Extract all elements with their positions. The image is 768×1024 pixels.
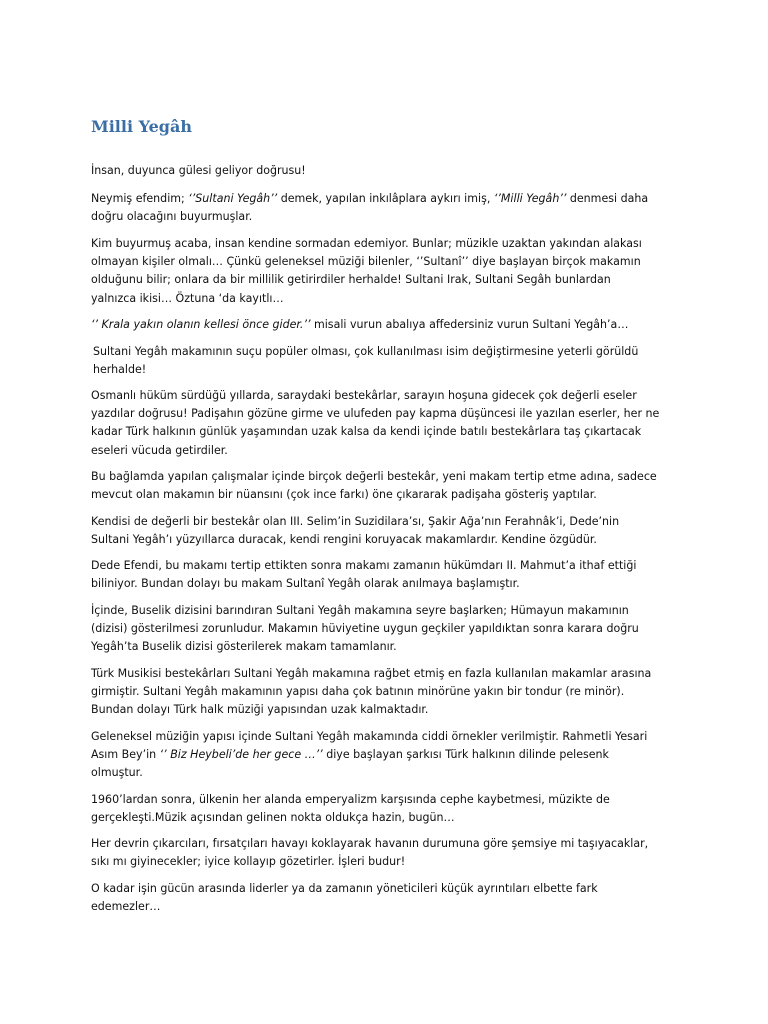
paragraph-line: olmayan kişiler olmalı… Çünkü geleneksel müziği bilenler, ‘’Sultanî’’ diye başlayan birçok makamın <box>91 255 641 269</box>
paragraph-9 <box>91 557 691 593</box>
text-run: Neymiş efendim; <box>91 192 189 205</box>
paragraph-line: Yegâh’ta Buselik dizisi gösterilerek makam tamamlanır. <box>91 640 397 654</box>
paragraph-line: Kim buyurmuş acaba, insan kendine sormadan edemiyor. Bunlar; müzikle uzaktan yakından alakası <box>91 237 642 250</box>
text-run: demek, yapılan inkılâplara aykırı imiş, <box>277 192 494 205</box>
paragraph-line: (dizisi) gösterilmesi zorunludur. Makamın hüviyetine uygun geçkiler yapıldıktan sonra karara doğru <box>91 622 639 636</box>
paragraph-7 <box>91 468 691 504</box>
paragraph-line: mevcut olan makamın bir nüansını (çok ince farkı) öne çıkararak padişaha gösteriş yaptılar. <box>91 488 597 502</box>
paragraph-line: olmuştur. <box>91 766 143 780</box>
paragraph-line: Bundan dolayı Türk halk müziği yapısından uzak kalmaktadır. <box>91 703 429 717</box>
italic-quote: ‘’Milli Yegâh’’ <box>493 192 567 205</box>
paragraph-line: olduğunu bilir; onlara da bir millilik getirirdiler herhalde! Sultani Irak, Sultani Segâh bunlardan <box>91 273 611 287</box>
paragraph-line: Her devrin çıkarcıları, fırsatçıları havayı koklayarak havanın durumuna göre şemsiye mi taşıyacaklar, <box>91 837 649 850</box>
italic-quote: ‘’ Krala yakın olanın kellesi önce gider.’’ <box>91 318 311 331</box>
paragraph-line: Sultani Yegâh makamının suçu popüler olması, çok kullanılması isim değiştirmesine yeterli görüldü <box>93 345 639 358</box>
paragraph-3 <box>91 235 691 308</box>
paragraph-line: edemezler… <box>91 900 161 914</box>
paragraph-line: Kendisi de değerli bir bestekâr olan III. Selim’in Suzidilara’sı, Şakir Ağa’nın Ferahnâk’i, Dede’nin <box>91 515 620 528</box>
paragraph-line: İnsan, duyunca gülesi geliyor doğrusu! <box>91 164 306 177</box>
paragraph-line: Türk Musikisi bestekârları Sultani Yegâh makamına rağbet etmiş en fazla kullanılan makamlar arasına <box>91 667 652 680</box>
document-title: Milli Yegâh <box>91 117 192 136</box>
paragraph-10 <box>91 602 691 657</box>
paragraph-line: eseleri vücuda getirdiler. <box>91 443 228 457</box>
text-run: Asım Bey’in <box>91 748 160 762</box>
paragraph-line: Dede Efendi, bu makamı tertip ettikten sonra makamı zamanın hükümdarı II. Mahmut’a ithaf ettiği <box>91 559 637 572</box>
paragraph-line: Osmanlı hüküm sürdüğü yıllarda, saraydaki bestekârlar, sarayın hoşuna gidecek çok değerli eseler <box>91 389 637 402</box>
paragraph-line: Geleneksel müziğin yapısı içinde Sultani Yegâh makamında ciddi örnekler verilmiştir. Rahmetli Yesari <box>91 730 648 743</box>
paragraph-12 <box>91 728 691 783</box>
paragraph-14 <box>91 835 691 871</box>
paragraph-line: girmiştir. Sultani Yegâh makamının yapısı daha çok batının minörüne yakın bir tondur (re minör). <box>91 685 625 699</box>
paragraph-line <box>91 316 691 334</box>
paragraph-line: biliniyor. Bundan dolayı bu makam Sultanî Yegâh olarak anılmaya başlamıştır. <box>91 577 520 591</box>
paragraph-line: Sultani Yegâh’ı yüzyıllarca duracak, kendi rengini koruyacak makamlardır. Kendine özgüdür. <box>91 533 597 547</box>
paragraph-line: sıkı mı giyinecekler; iyice kollayıp gözetirler. İşleri budur! <box>91 855 406 869</box>
paragraph-6 <box>91 387 691 460</box>
paragraph-line <box>91 746 691 764</box>
paragraph-line: kadar Türk halkının günlük yaşamından uzak kalsa da kendi içinde batılı bestekârlara taş çıkartacak <box>91 425 642 439</box>
paragraph-15 <box>91 880 691 916</box>
paragraph-1 <box>91 162 691 180</box>
paragraph-line: doğru olacağını buyurmuşlar. <box>91 210 253 224</box>
paragraph-line: gerçekleşti.Müzik açısından gelinen nokta oldukça hazin, bugün… <box>91 811 455 825</box>
paragraph-13 <box>91 791 691 827</box>
text-run: denmesi daha <box>566 192 649 205</box>
italic-quote: ‘’Sultani Yegâh’’ <box>188 192 278 205</box>
paragraph-line: herhalde! <box>93 363 147 377</box>
text-run: diye başlayan şarkısı Türk halkının dilinde pelesenk <box>322 748 609 762</box>
paragraph-8 <box>91 513 691 549</box>
paragraph-line <box>91 190 691 208</box>
paragraph-line: yalnızca ikisi… Öztuna ‘da kayıtlı… <box>91 291 284 305</box>
paragraph-2 <box>91 190 691 226</box>
paragraph-line: 1960’lardan sonra, ülkenin her alanda emperyalizm karşısında cephe kaybetmesi, müzikte de <box>91 793 610 806</box>
paragraph-line: O kadar işin gücün arasında liderler ya da zamanın yöneticileri küçük ayrıntıları elbette fark <box>91 882 598 895</box>
paragraph-4 <box>91 316 691 334</box>
text-run: misali vurun abalıya affedersiniz vurun Sultani Yegâh’a… <box>310 318 629 331</box>
paragraph-line: Bu bağlamda yapılan çalışmalar içinde birçok değerli bestekâr, yeni makam tertip etme adına, sadece <box>91 470 657 483</box>
paragraph-5 <box>93 343 693 379</box>
italic-quote: ‘’ Biz Heybeli’de her gece …’’ <box>159 748 323 762</box>
paragraph-line: İçinde, Buselik dizisini barındıran Sultani Yegâh makamına seyre başlarken; Hümayun makamının <box>91 604 629 617</box>
paragraph-line: yazdılar doğrusu! Padişahın gözüne girme ve ulufeden pay kapma düşüncesi ile yazılan eserler, her ne <box>91 407 660 421</box>
paragraph-11 <box>91 665 691 720</box>
